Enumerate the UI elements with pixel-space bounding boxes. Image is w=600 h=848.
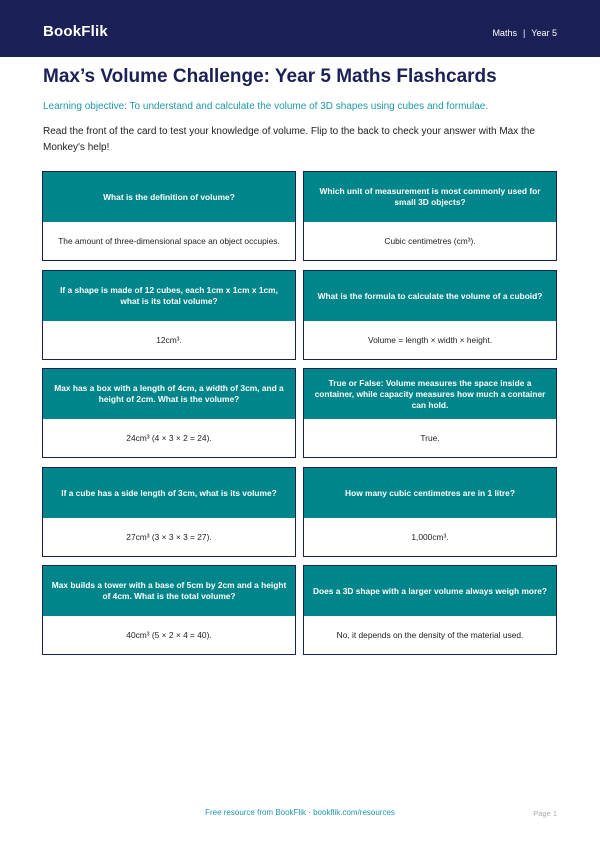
flashcard[interactable]	[42, 467, 296, 557]
intro-text: Read the front of the card to test your knowledge of volume. Flip to the back to check your answer with Max the Monkey's help!	[43, 126, 535, 153]
flashcard-answer: 1,000cm³.	[304, 518, 556, 556]
learning-objective: Learning objective: To understand and calculate the volume of 3D shapes using cubes and formulae.	[43, 101, 489, 112]
page-title: Max’s Volume Challenge: Year 5 Maths Flashcards	[43, 66, 497, 87]
breadcrumb	[492, 28, 557, 38]
flashcard[interactable]	[303, 368, 557, 458]
flashcard[interactable]	[42, 565, 296, 655]
flashcard[interactable]	[42, 171, 296, 261]
header-bar	[0, 0, 600, 57]
flashcard[interactable]	[303, 171, 557, 261]
flashcard-question: What is the formula to calculate the volume of a cuboid?	[304, 271, 556, 321]
flashcard[interactable]	[303, 565, 557, 655]
flashcard-answer: No, it depends on the density of the material used.	[304, 616, 556, 654]
flashcard-answer: 24cm³ (4 × 3 × 2 = 24).	[43, 419, 295, 457]
flashcard[interactable]	[42, 270, 296, 360]
flashcard[interactable]	[42, 368, 296, 458]
breadcrumb-separator: |	[522, 28, 526, 38]
flashcard-answer: True.	[304, 419, 556, 457]
flashcard-question: If a cube has a side length of 3cm, what is its volume?	[43, 468, 295, 518]
flashcard-answer: The amount of three-dimensional space an object occupies.	[43, 222, 295, 260]
breadcrumb-subject: Maths	[492, 28, 517, 38]
flashcard-question: Max has a box with a length of 4cm, a width of 3cm, and a height of 2cm. What is the volume?	[43, 369, 295, 419]
flashcard[interactable]	[303, 270, 557, 360]
flashcard-answer: 40cm³ (5 × 2 × 4 = 40).	[43, 616, 295, 654]
page-number: Page 1	[533, 809, 557, 818]
flashcard-question: Max builds a tower with a base of 5cm by 2cm and a height of 4cm. What is the total volume?	[43, 566, 295, 616]
flashcard-answer: Volume = length × width × height.	[304, 321, 556, 359]
flashcard-question: If a shape is made of 12 cubes, each 1cm x 1cm x 1cm, what is its total volume?	[43, 271, 295, 321]
flashcard[interactable]	[303, 467, 557, 557]
flashcard-answer: 12cm³.	[43, 321, 295, 359]
flashcard-question: Which unit of measurement is most commonly used for small 3D objects?	[304, 172, 556, 222]
breadcrumb-year: Year 5	[531, 28, 557, 38]
flashcard-question: What is the definition of volume?	[43, 172, 295, 222]
footer-link[interactable]: Free resource from BookFlik · bookflik.com/resources	[205, 808, 395, 817]
flashcard-question: True or False: Volume measures the space inside a container, while capacity measures how much a container can hold.	[304, 369, 556, 419]
flashcard-answer: Cubic centimetres (cm³).	[304, 222, 556, 260]
flashcard-question: Does a 3D shape with a larger volume always weigh more?	[304, 566, 556, 616]
flashcard-question: How many cubic centimetres are in 1 litre?	[304, 468, 556, 518]
brand-logo[interactable]: BookFlik	[43, 23, 108, 40]
flashcard-answer: 27cm³ (3 × 3 × 3 = 27).	[43, 518, 295, 556]
